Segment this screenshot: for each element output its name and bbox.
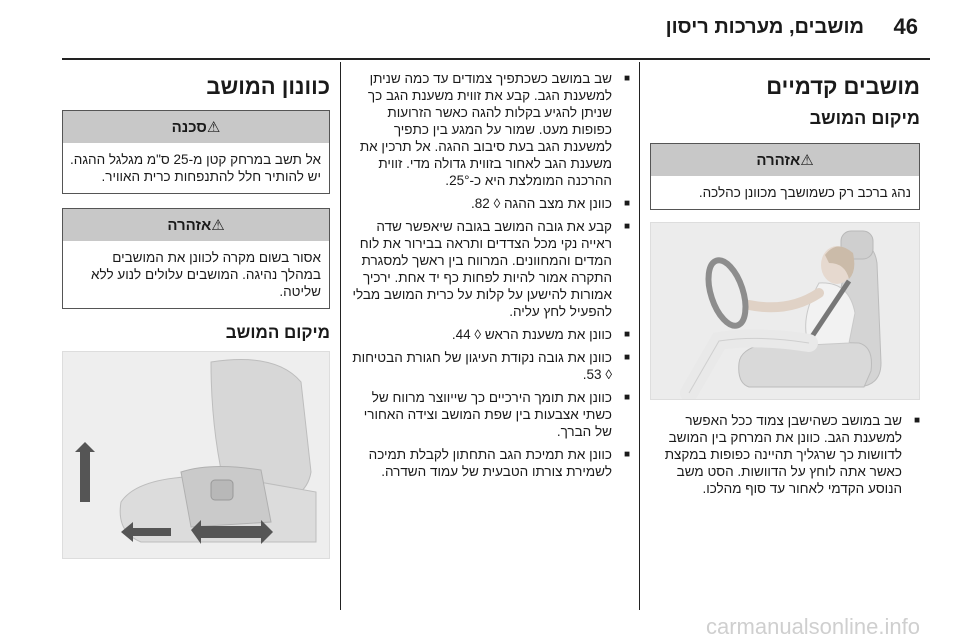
left-column [62,62,330,559]
page-number: 46 [893,14,918,39]
warning-title: אזהרה [167,217,212,234]
list-item: ■ שב במושב כשכתפיך צמודים עד כמה שניתן למשענת הגב. קבע את זווית משענת הגב כך שניתן להגיע בקלות להגה כאשר הזרועות כפופות מעט. שמור על המגע בין כתפיך למשענת הגב בעת סיבוב ההגה. אל תרכין את משענת הגב לאחור בזווית גדולה מדי. זווית ההרכנה המומלצת היא כ-25°. [348,70,630,189]
driver-seating-illustration [650,222,920,400]
list-item: ■ כוונן את משענת הראש ◊ 44. [348,326,630,343]
seat-lever-image [62,352,329,558]
right-column [650,62,920,503]
warning-triangle-icon: ⚠ [800,152,814,169]
warning-box [650,143,920,210]
subheading-seat-position: מיקום המושב [225,323,330,342]
list-item: ■ כוונן את תומך הירכיים כך שייווצר מרווח של כשתי אצבעות בין שפת המושב וצידה האחורי של הברך. [348,389,630,440]
page-title: מושבים, מערכות ריסון [665,16,864,38]
middle-column [348,70,630,486]
warning-title: אזהרה [756,152,801,169]
list-item: ■ כוונן את מצב ההגה ◊ 82. [348,195,630,212]
seat-adjustment-illustration [62,351,330,559]
list-item: ■ כוונן את תמיכת הגב התחתון לקבלת תמיכה לשמירת צורתו הטבעית של עמוד השדרה. [348,446,630,480]
column-divider-left [340,62,341,610]
watermark: carmanualsonline.info [705,614,920,639]
driver-seated-image [650,223,919,399]
list-item: ■ קבע את גובה המושב בגובה שיאפשר שדה ראייה נקי מכל הצדדים ותראה בבירור את לוח המדים והמחוונים. המרווח בין ראשך למסגרת התקרה אמור להיות לפחות כף יד אחת. ירכיך אמורות להישען על קלות על כרית המושב מבלי להפעיל לחץ עליה. [348,218,630,320]
adjustment-bullets [348,70,630,480]
warning-box-header [651,144,919,176]
section-heading-seat-adjustment: כוונון המושב [206,74,330,99]
control-knob-icon [211,480,233,500]
danger-box-header [63,111,329,143]
warning-box [62,208,330,309]
warning-triangle-icon: ⚠ [206,119,221,136]
seat-position-bullets [650,412,920,497]
list-item: ■ שב במושב כשהישבן צמוד ככל האפשר למשענת הגב. כוונן את המרחק בין המושב לדוושות כך שרגליך תהיינה כפופות במקצת כאשר אתה לוחץ על הדוושות. הסט משב הנוסע הקדמי לאחור עד סוף מהלכו. [650,412,920,497]
danger-box [62,110,330,194]
section-heading-front-seats: מושבים קדמיים [766,74,920,99]
danger-text: אל תשב במרחק קטן מ-25 ס"מ מגלגל ההגה. יש להותיר חלל להתנפחות כרית האוויר. [70,152,321,184]
danger-title: סכנה [171,119,207,136]
header-rule [62,58,930,60]
list-item: ■ כוונן את גובה נקודת העיגון של חגורת הבטיחות ◊ 53. [348,349,630,383]
warning-text: אסור בשום מקרה לכוונן את המושבים במהלך נהיגה. המושבים עלולים לנוע ללא שליטה. [91,250,321,299]
warning-triangle-icon: ⚠ [211,217,225,234]
warning-text: נהג ברכב רק כשמושבך מכוונן כהלכה. [698,185,911,200]
subheading-seat-position: מיקום המושב [809,108,920,128]
warning-box-header [63,209,329,241]
page-header [0,0,960,60]
column-divider-right [639,62,640,610]
